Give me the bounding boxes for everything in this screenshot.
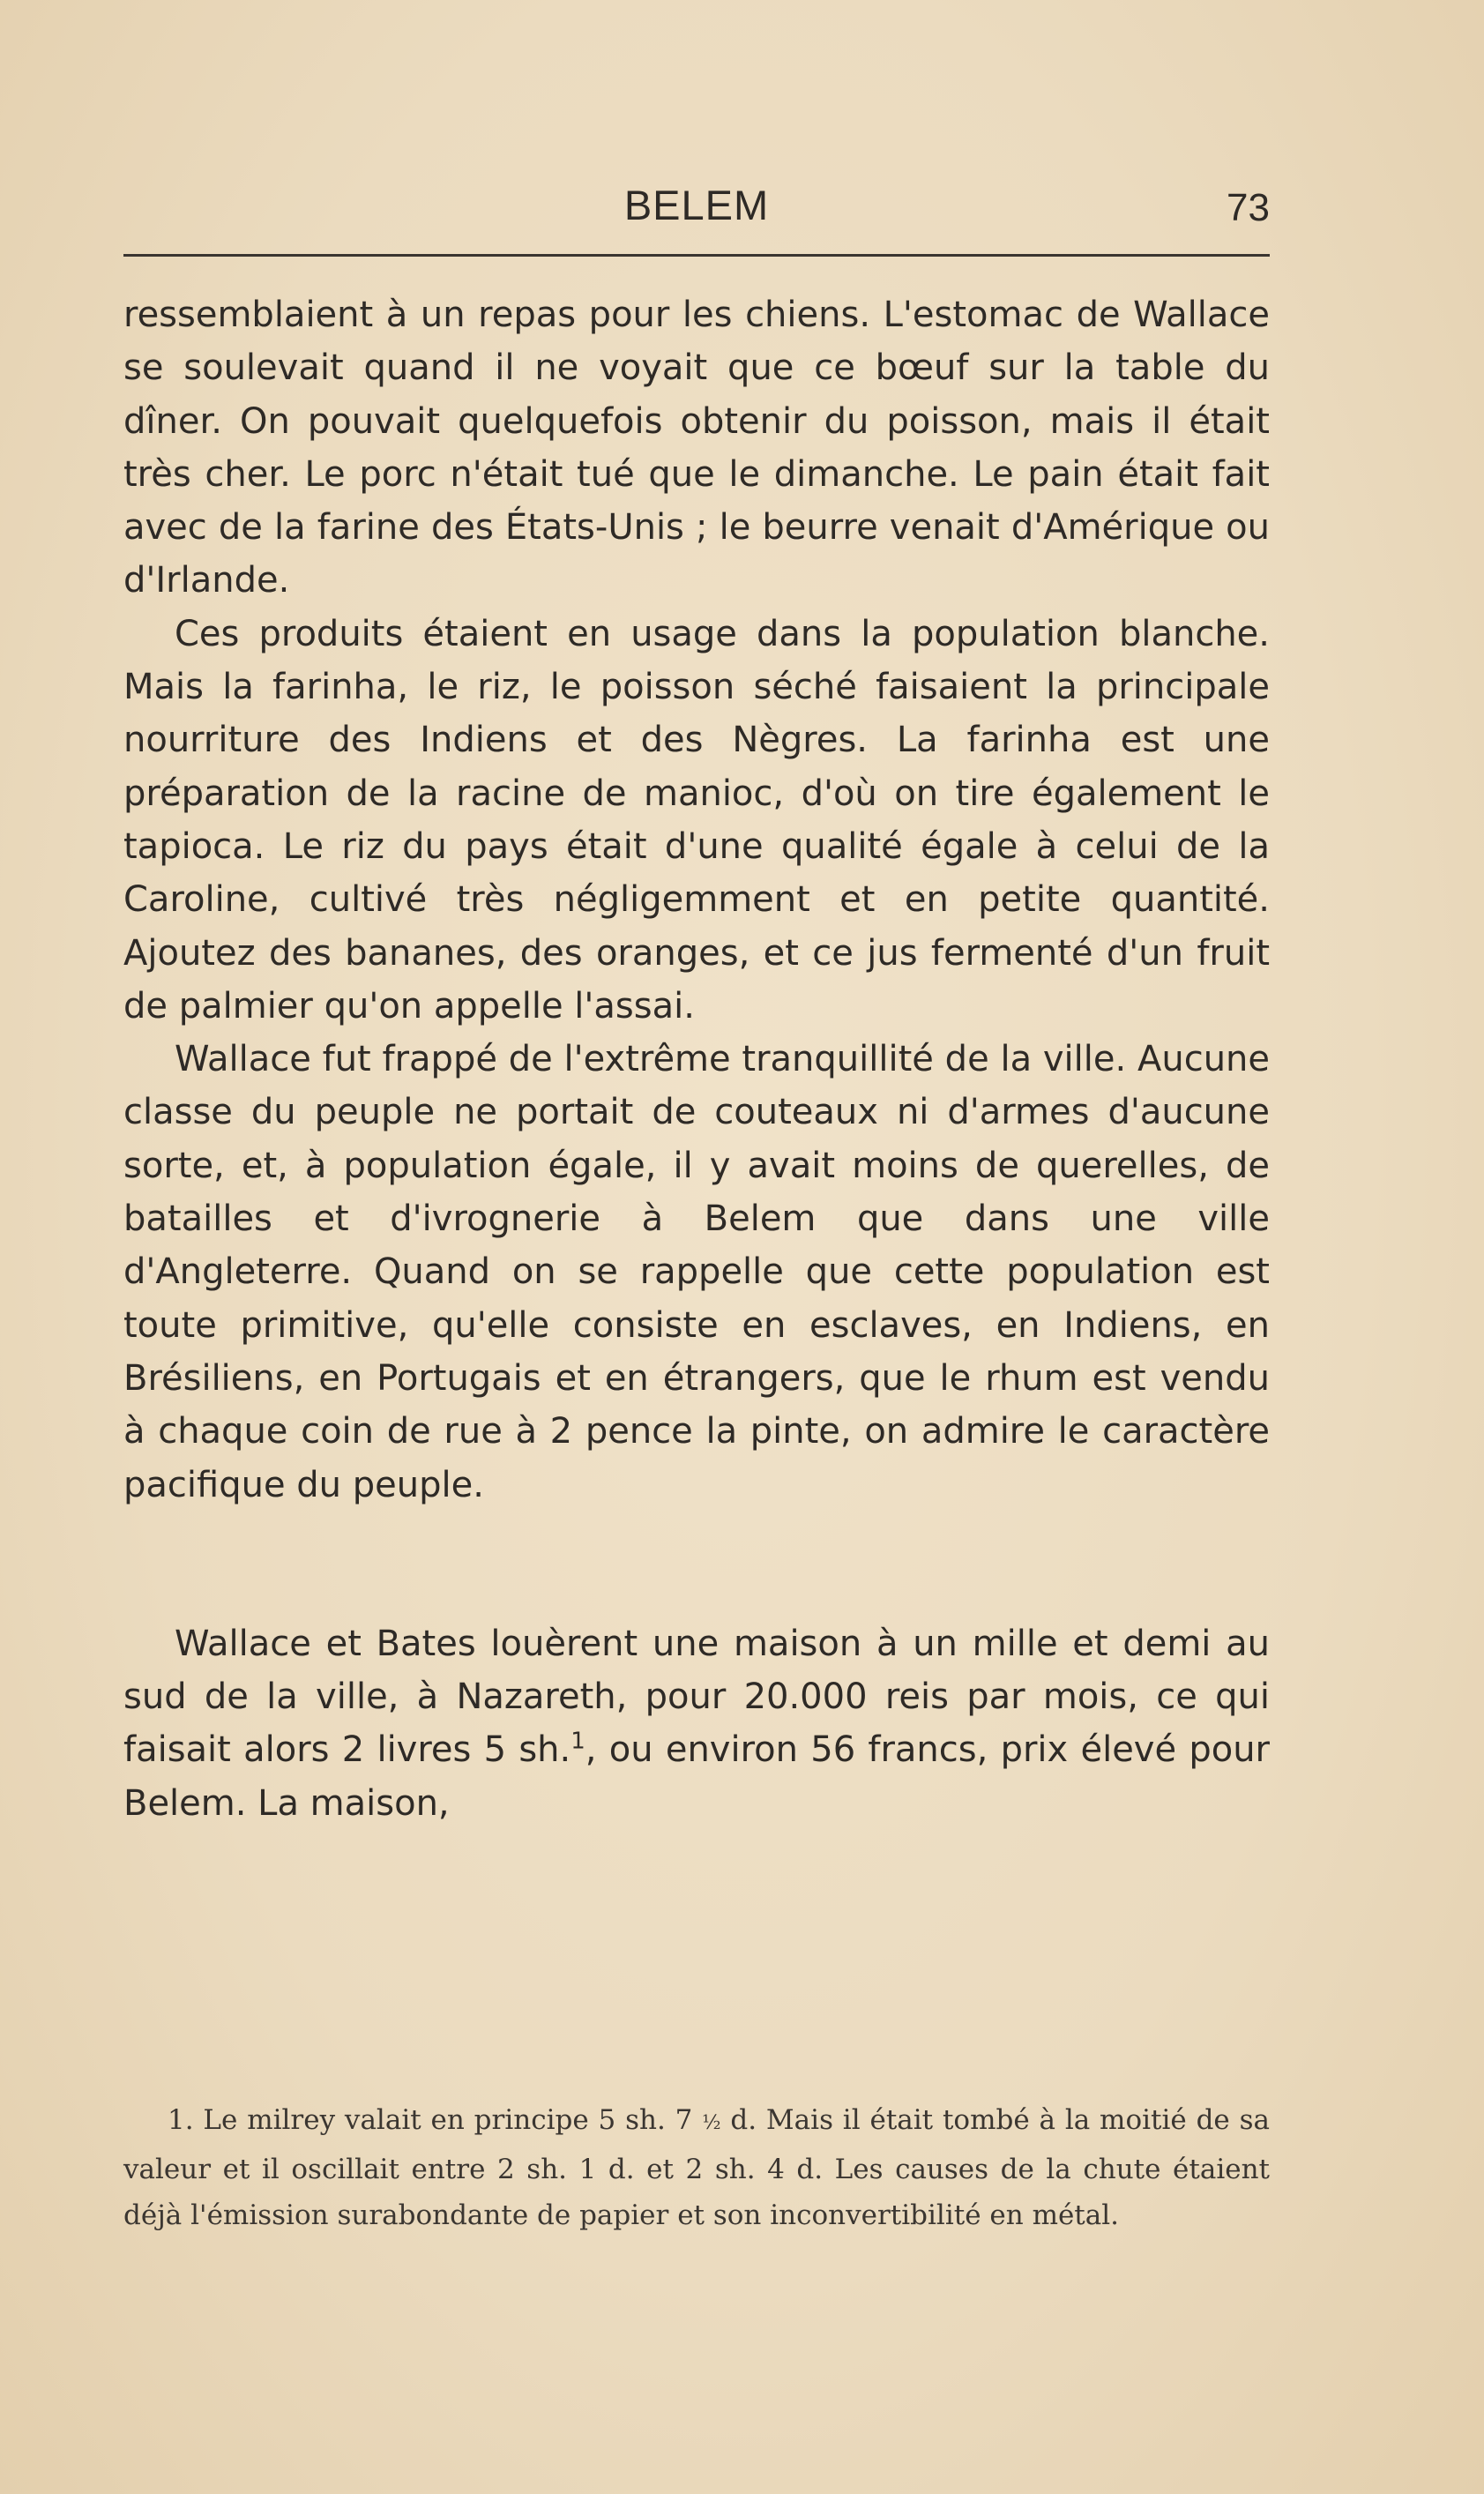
footnote-fraction: ½: [702, 2112, 721, 2134]
footnote: [123, 2097, 1270, 2238]
page-header: [123, 181, 1270, 251]
footnote-text-a: Le milrey valait en principe 5 sh. 7: [203, 2104, 693, 2136]
page-number: 73: [1227, 186, 1270, 229]
running-title: BELEM: [623, 182, 770, 228]
paragraph-1: ressemblaient à un repas pour les chiens. L'estomac de Wallace se soulevait quand il ne voyait que ce bœuf sur la table du dîner. On pouvait quelquefois obtenir du poisson, mais il était très cher. Le porc n'était tué que le dimanche. Le pain était fait avec de la farine des États-Unis ; le beurre venait d'Amérique ou d'Irlande.: [123, 295, 1270, 601]
paragraph-4-text-b: , ou environ 56 francs, prix élevé pour Belem. La maison,: [123, 1729, 1270, 1824]
header-rule: [123, 254, 1270, 257]
paragraph-4: [123, 1617, 1270, 1830]
footnote-number: 1.: [168, 2104, 194, 2136]
paragraph-4-text-a: Wallace et Bates louèrent une maison à un mille et demi au sud de la ville, à Nazareth, pour 20.000 reis par mois, ce qui faisait alors 2 livres 5 sh.: [123, 1623, 1270, 1771]
paragraph-3: Wallace fut frappé de l'extrême tranquillité de la ville. Aucune classe du peuple ne portait de couteaux ni d'armes d'aucune sorte, et, à population égale, il y avait moins de querelles, de batailles et d'ivrognerie à Belem que dans une ville d'Angleterre. Quand on se rappelle que cette population est toute primitive, qu'elle consiste en esclaves, en Indiens, en Brésiliens, en Portugais et en étrangers, que le rhum est vendu à chaque coin de rue à 2 pence la pinte, on admire le caractère pacifique du peuple.: [123, 1039, 1270, 1505]
paragraph-2: Ces produits étaient en usage dans la population blanche. Mais la farinha, le riz, le poisson séché faisaient la principale nourriture des Indiens et des Nègres. La farinha est une préparation de la racine de manioc, d'où on tire également le tapioca. Le riz du pays était d'une qualité égale à celui de la Caroline, cultivé très négligemment et en petite quantité. Ajoutez des bananes, des oranges, et ce jus fermenté d'un fruit de palmier qu'on appelle l'assai.: [123, 613, 1270, 1027]
footnote-text-b: d. Mais il était tombé à la moitié de sa valeur et il oscillait entre 2 sh. 1 d. et 2 sh. 4 d. Les causes de la chute étaient déjà l'émission surabondante de papier et son inconvertibilité en métal.: [123, 2104, 1271, 2231]
footnote-reference: 1: [570, 1729, 585, 1756]
main-text: [123, 288, 1270, 1830]
footnote-text: [123, 2097, 1270, 2238]
